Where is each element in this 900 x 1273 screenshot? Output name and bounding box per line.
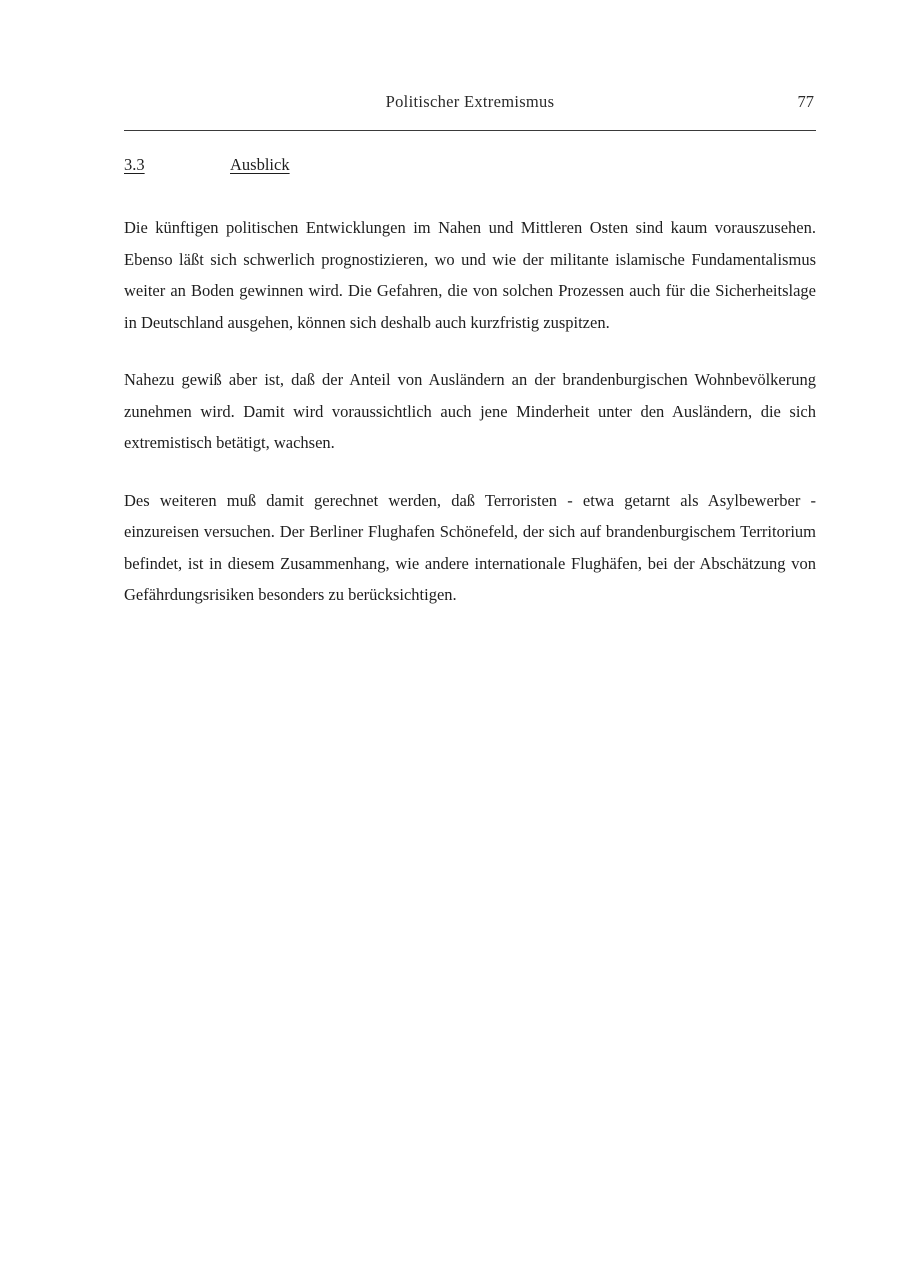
- section-title: Ausblick: [230, 155, 290, 174]
- running-header: [124, 92, 816, 118]
- page-number: 77: [797, 92, 814, 111]
- paragraph-2: Nahezu gewiß aber ist, daß der Anteil von Ausländern an der brandenburgischen Wohnbevölkerung zunehmen wird. Damit wird voraussichtlich auch jene Minderheit unter den Ausländern, die sich extremistisch betätigt, wachsen.: [124, 370, 816, 452]
- section-number: 3.3: [124, 155, 145, 174]
- paragraph-1: Die künftigen politischen Entwicklungen im Nahen und Mittleren Osten sind kaum vorauszusehen. Ebenso läßt sich schwerlich prognostizieren, wo und wie der militante islamische Fundamentalismus weiter an Boden gewinnen wird. Die Gefahren, die von solchen Prozessen auch für die Sicherheitslage in Deutschland ausgehen, können sich deshalb auch kurzfristig zuspitzen.: [124, 218, 816, 332]
- body-text: [124, 212, 816, 637]
- header-title: Politischer Extremismus: [385, 92, 555, 111]
- section-heading: [124, 155, 524, 181]
- header-rule: [124, 130, 816, 131]
- paragraph-3: Des weiteren muß damit gerechnet werden, daß Terroristen - etwa getarnt als Asylbewerber - einzureisen versuchen. Der Berliner Flughafen Schönefeld, der sich auf brandenburgischem Territorium befindet, ist in diesem Zusammenhang, wie andere internationale Flughäfen, bei der Abschätzung von Gefährdungsrisiken besonders zu berücksichtigen.: [124, 490, 816, 604]
